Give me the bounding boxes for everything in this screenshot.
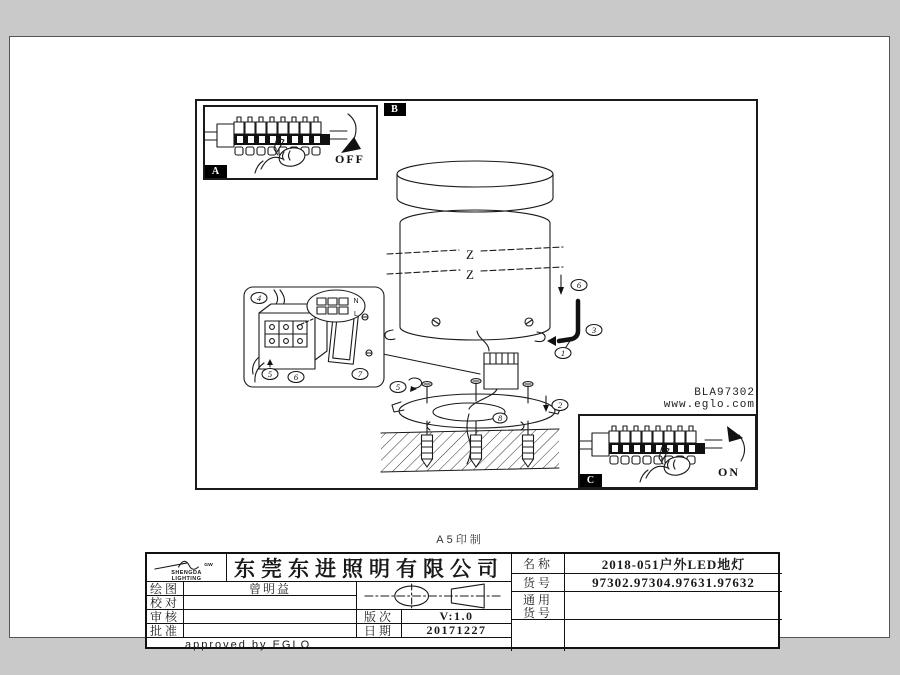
approved-note: approved by EGLO	[147, 638, 512, 651]
balloon-set-screw: 1	[560, 348, 566, 358]
common-item-value	[565, 592, 782, 620]
item-label: 货号	[512, 574, 565, 592]
balloon-cover-screw: 7	[357, 369, 363, 379]
balloon-lamp-fit: 6	[576, 280, 582, 290]
inset-c-label: C	[580, 474, 602, 487]
off-label: OFF	[335, 152, 365, 166]
lamp-fit-arrow	[558, 275, 587, 295]
drawn-label: 绘图	[147, 582, 184, 596]
break-lines	[387, 247, 563, 282]
terminal-n-label: N	[353, 298, 359, 305]
balloon-junction-screw: 5	[267, 369, 273, 379]
document-page	[9, 36, 890, 651]
common-label: 通用	[512, 592, 565, 606]
on-label: ON	[718, 465, 740, 479]
approve-label: 批准	[147, 624, 184, 638]
inset-a	[203, 105, 378, 180]
step-b-label: B	[384, 103, 406, 116]
reference-block	[618, 387, 755, 411]
junction-detail-inset	[244, 287, 480, 387]
inset-a-label: A	[205, 165, 227, 178]
reviewed-label: 审核	[147, 610, 184, 624]
name-value: 2018-051户外LED地灯	[565, 554, 782, 574]
inset-c	[578, 414, 757, 489]
common-item-label: 货号	[512, 606, 565, 620]
company-name: 东莞东进照明有限公司	[227, 554, 512, 582]
balloon-hex-key: 3	[591, 325, 597, 335]
date-label: 日期	[357, 624, 402, 638]
off-arrow-icon	[341, 114, 361, 153]
logo-line1: SHENGDA	[171, 569, 202, 576]
balloon-junction-cover: 6	[293, 372, 299, 382]
approve-value	[184, 624, 357, 638]
balloon-junction-box: 4	[256, 293, 262, 303]
version-label: 版次	[357, 610, 402, 624]
balloon-plate-fit: 2	[557, 400, 563, 410]
company-logo	[147, 554, 227, 582]
breaker-on-illustration	[580, 416, 755, 487]
version-value: V:1.0	[402, 610, 512, 624]
right-empty-value	[565, 620, 782, 651]
date-value: 20171227	[402, 624, 512, 638]
on-arrow-icon	[727, 426, 745, 461]
title-block	[145, 552, 780, 649]
break-symbol: Z	[466, 267, 474, 282]
projection-symbol	[357, 582, 512, 610]
balloon-plate: 8	[497, 413, 503, 423]
logo-line2: LIGHTING	[171, 575, 202, 582]
lamp-cap	[397, 161, 553, 212]
reviewed-value	[184, 610, 357, 624]
hex-key-icon	[547, 301, 602, 359]
logo-mark: GW	[204, 562, 213, 568]
reference-url: www.eglo.com	[663, 399, 755, 411]
right-empty-label	[512, 620, 565, 651]
item-value: 97302.97304.97631.97632	[565, 574, 782, 592]
print-note: A5印制	[436, 534, 484, 546]
checked-label: 校对	[147, 596, 184, 610]
terminal-l-label: L	[354, 311, 358, 318]
reference-code: BLA97302	[694, 387, 755, 399]
name-label: 名称	[512, 554, 565, 574]
checked-value	[184, 596, 357, 610]
balloon-ground-screw: 5	[395, 382, 401, 392]
drawn-value: 曾明益	[184, 582, 357, 596]
break-symbol: Z	[466, 247, 474, 262]
breaker-off-illustration	[205, 107, 376, 178]
